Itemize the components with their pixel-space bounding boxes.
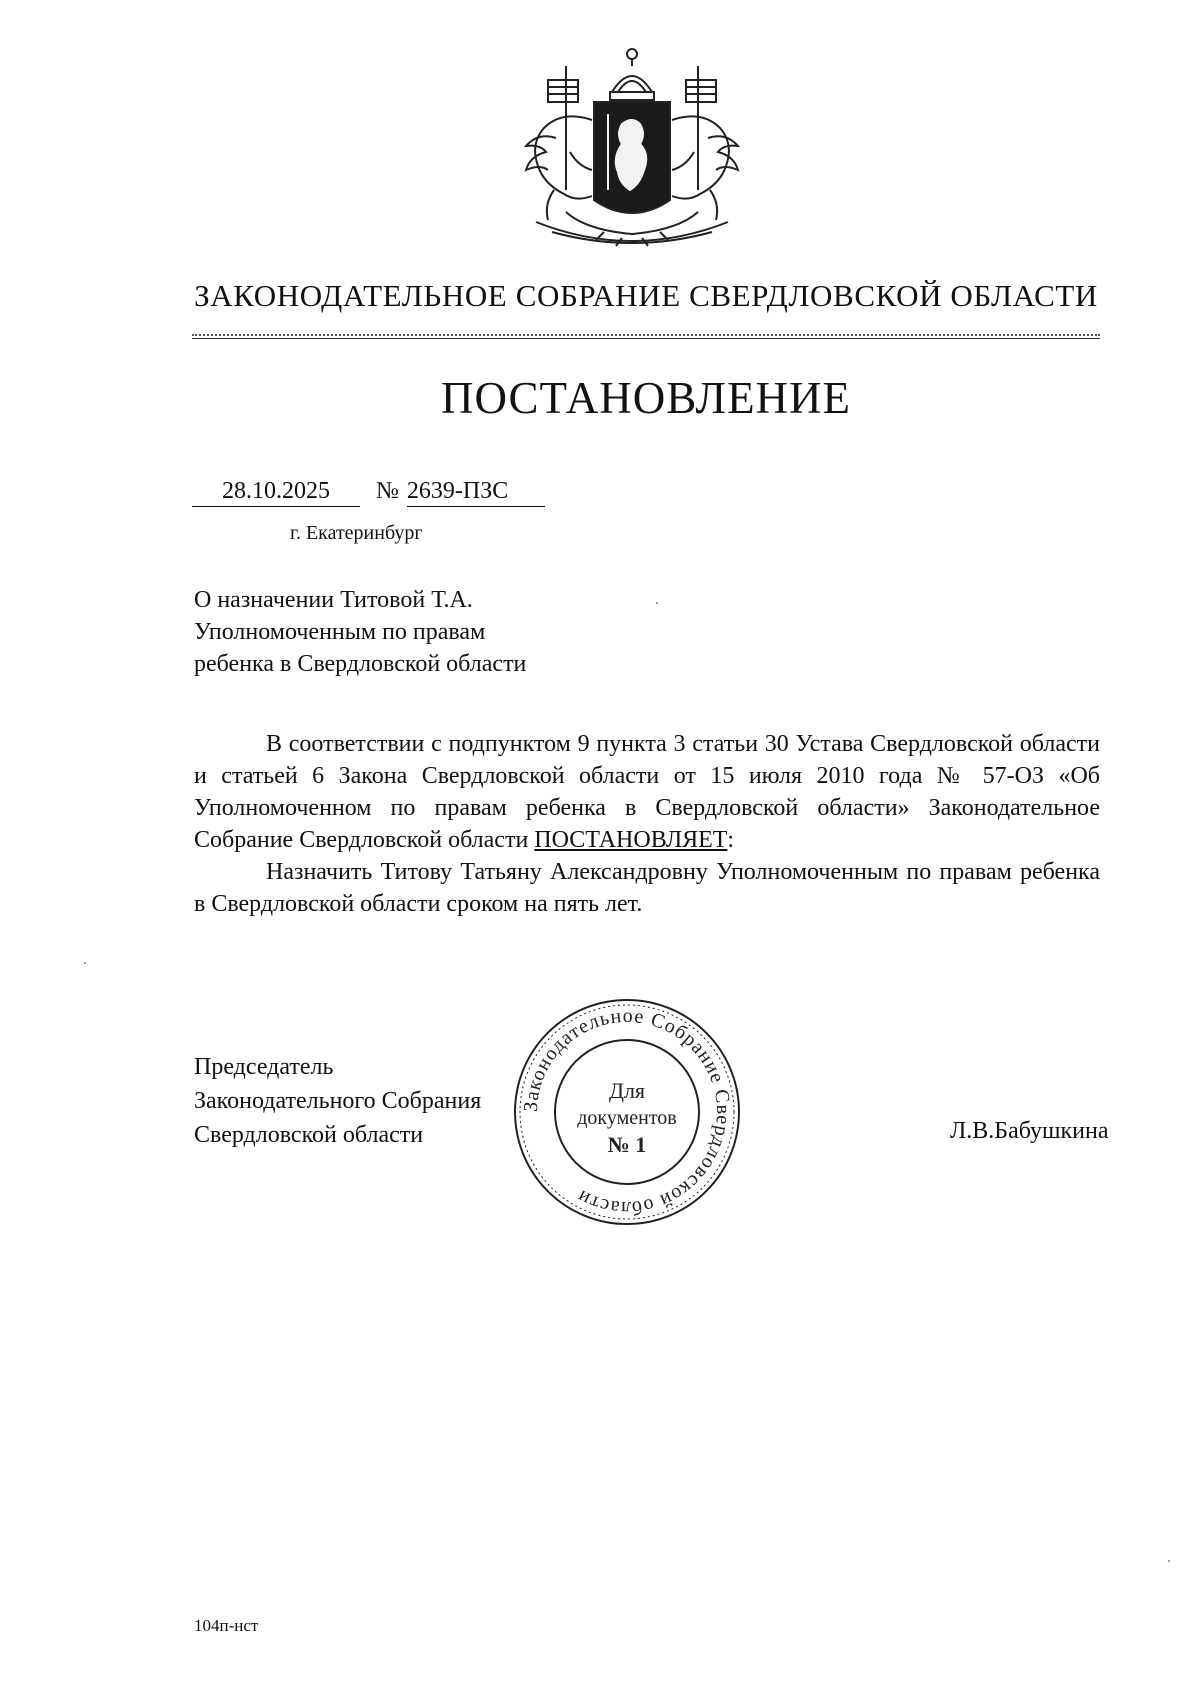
stamp-center-line: № 1 bbox=[607, 1132, 647, 1157]
decree-word: ПОСТАНОВЛЯЕТ bbox=[534, 827, 728, 853]
scan-speck bbox=[84, 962, 86, 964]
number-sign: № bbox=[376, 478, 399, 504]
subject-line: О назначении Титовой Т.А. bbox=[194, 587, 473, 613]
body-paragraph: Назначить Титову Татьяну Александровну Уполномоченным по правам ребенка в Свердловской области сроком на пять лет. bbox=[194, 859, 1100, 917]
preamble-text: В соответствии с подпунктом 9 пункта 3 статьи 30 Устава Свердловской области и статьей 6 Закона Свердловской области от 15 июля 2010 года № 57-ОЗ «Об Уполномоченном по правам ребенка в Свердловской области» Законодательное Собрание Свердловской области bbox=[194, 731, 1100, 853]
subject-line: ребенка в Свердловской области bbox=[194, 651, 527, 677]
document-date: 28.10.2025 bbox=[192, 476, 360, 507]
issue-city: г. Екатеринбург bbox=[290, 522, 423, 544]
header-rule-dotted bbox=[192, 334, 1100, 336]
body-paragraph bbox=[194, 728, 1100, 856]
document-number: 2639-ПЗС bbox=[407, 476, 545, 507]
document-type-heading: ПОСТАНОВЛЕНИЕ bbox=[440, 373, 852, 423]
scan-speck bbox=[1168, 1560, 1170, 1562]
coat-of-arms-emblem bbox=[496, 40, 768, 262]
subject-line: Уполномоченным по правам bbox=[194, 619, 486, 645]
document-subject bbox=[194, 584, 526, 680]
scan-speck bbox=[656, 602, 658, 604]
official-stamp bbox=[509, 994, 745, 1230]
date-number-row bbox=[192, 476, 545, 507]
stamp-center-line: Для bbox=[608, 1078, 646, 1103]
stamp-ring-text: Законодательное Собрание Свердловской области bbox=[519, 1004, 735, 1220]
signatory-title-line: Законодательного Собрания bbox=[194, 1088, 482, 1114]
header-rule bbox=[192, 338, 1100, 339]
signatory-name: Л.В.Бабушкина bbox=[950, 1118, 1109, 1144]
document-body bbox=[194, 728, 1100, 920]
decree-colon: : bbox=[727, 827, 735, 853]
footer-code: 104п-нст bbox=[194, 1616, 259, 1635]
signatory-title-line: Свердловской области bbox=[194, 1122, 424, 1148]
signatory-title bbox=[194, 1050, 481, 1152]
organization-title: ЗАКОНОДАТЕЛЬНОЕ СОБРАНИЕ СВЕРДЛОВСКОЙ ОБЛАСТИ bbox=[194, 278, 1098, 313]
stamp-center-line: документов bbox=[577, 1107, 677, 1129]
signatory-title-line: Председатель bbox=[194, 1054, 334, 1080]
